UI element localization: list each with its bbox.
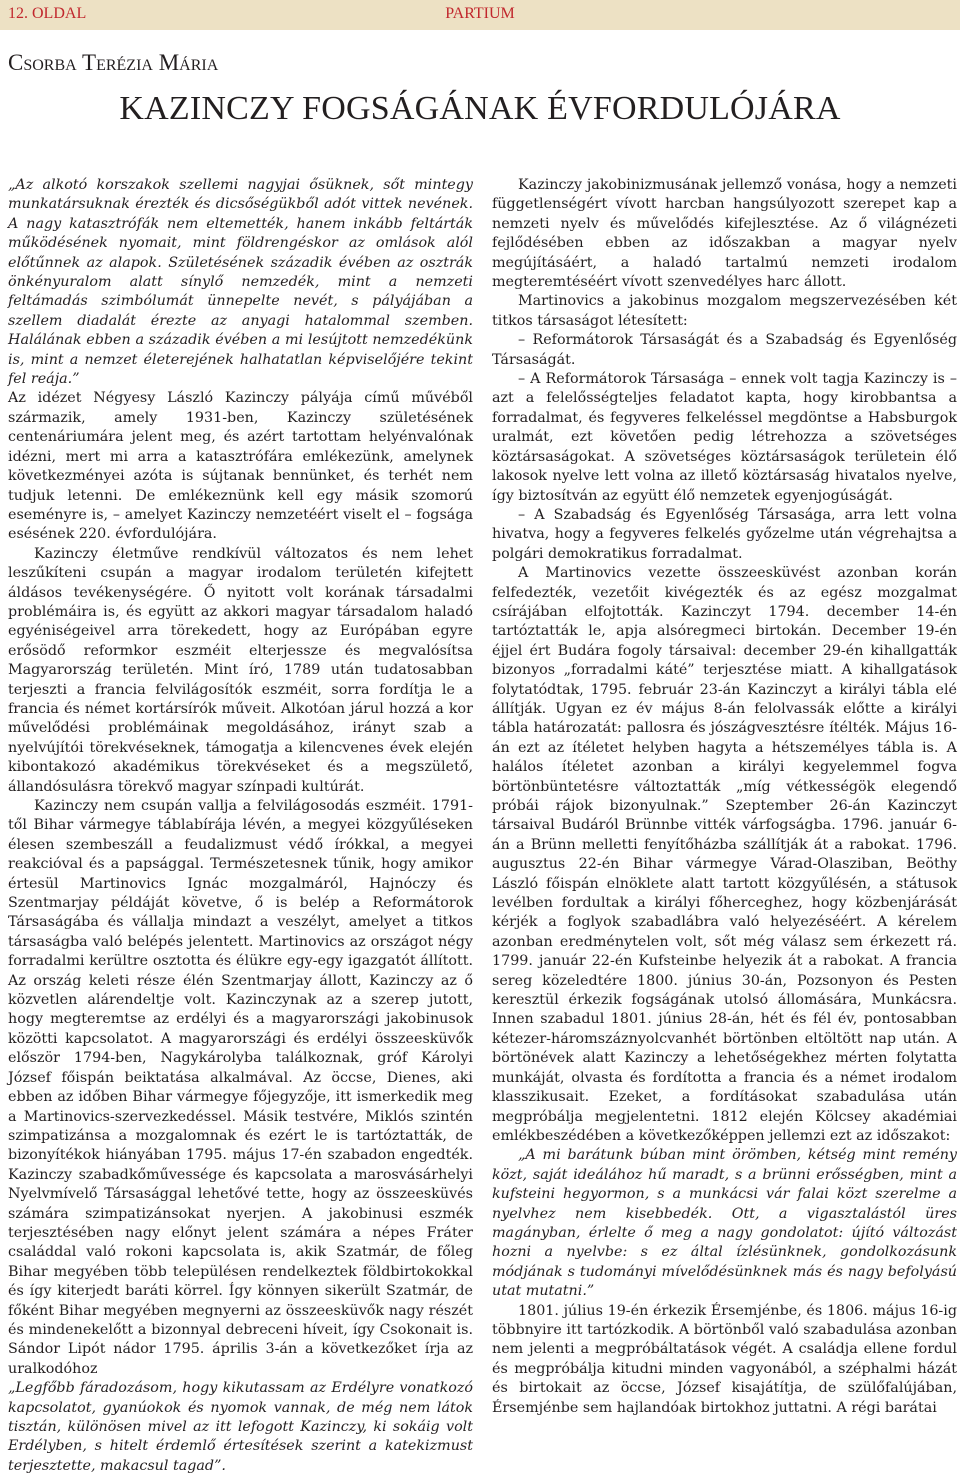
paragraph: „A mi barátunk búban mint örömben, kétség mint remény közt, saját ideálához hű maradt, s a brünni erősségben, mint a kufsteini hegyormon, s a munkácsi vár falai közt szerelme a nyelvhez nem kisebbedék. Ott, a vigasztalástól üres magányban, érlelte ő meg a nagy gondolatot: újító változást hozni a nyelvbe: s ez által ízlésünknek, gondolkozásunk módjának s tudományi mívelődésünknek más és nagy befolyású utat mutatni.” (492, 1147, 957, 1300)
paragraph: A Martinovics vezette összeesküvést azonban korán felfedezték, vezetőit kivégezték és az egész mozgalmat csírájában elfojtották. Kazinczyt 1794. december 14-én tartóztatták le, apja alsóregmeci birtokán. December 19-én éjjel ért Budára fogoly társaival: december 29-én kihallgatták bizonyos „forradalmi káté” terjesztése miatt. A kihallgatások folytatódtak, 1795. február 23-án Kazinczyt a királyi tábla elé állítják. Ugyan ez év május 8-án felolvassák előtte a királyi tábla határozatát: pallosra és jószágvesztésre ítélték. Május 16-án ezt az ítéletet helyben hagyta a hétszemélyes tábla is. A halálos ítéletet azonban a királyi kegyelemmel fogva börtönbüntetésre változtatták „míg vétkességök elegendő próbái rájok bizonyulnak.” Szeptember 26-án Kazinczyt társaival Budáról Brünnbe vitték várfogságba. 1796. január 6-án a Brünn melletti fenyítőházba szállítják át a rabokat. 1796. augusztus 22-én Bihar vármegye Várad-Olasziban, Beöthy László főispán elnöklete alatt tartott közgyűlésén, a státusok levélben fordultak a királyi főherceghez, hogy közbenjárását kérjék a foglyok szabadlábra való helyezéséért. A kérelem azonban eredménytelen volt, sőt még válasz sem érkezett rá. 1799. január 22-én Kufsteinbe helyezik át a rabokat. A francia sereg közeledtére 1800. június 30-án, Pozsonyon és Pesten keresztül érkezik fogságának utolsó állomására, Munkácsra. Innen szabadul 1801. június 28-án, hét és fél év, pontosabban kétezer-háromszáznyolcvanhét börtönben eltöltött nap után. A börtönévek alatt Kazinczy a lehetőségekhez mérten folytatta munkáját, olvasta és fordította a francia és a német irodalom klasszikusait. Ezeket, a fordításokat szabadulása után megpróbálja megjelentetni. 1812 elején Kölcsey akadémiai emlékbeszédében a következőképpen jellemzi ezt az időszakot: (492, 565, 957, 1144)
right-column (492, 176, 957, 1418)
page-number: 12. OLDAL (8, 5, 87, 22)
paragraph: 1801. július 19-én érkezik Érsemjénbe, és 1806. május 16-ig többnyire itt tartózkodik. A börtönből való szabadulása azonban nem jelenti a megpróbáltatások végét. A családja ellene fordul és megpróbálja kitudni minden vagyonából, a széphalmi házát és birtokait az öccse, József kisajátítja, de szülőfalújában, Érsemjénbe sem hajlandóak birtokhoz juttatni. A régi barátai (492, 1302, 957, 1416)
left-column (8, 176, 473, 1476)
article-author: Csorba Terézia Mária (8, 50, 219, 75)
paragraph: – A Reformátorok Társasága – ennek volt tagja Kazinczy is – azt a felelősségteljes feladatot kapta, hogy kirobbantsa a forradalmat, és fegyveres felkeléssel megdöntse a Habsburgok uralmát, ezt követően pedig létrehozza a szövetséges köztársaságokat. A szövetséges köztársaságok területein élő lakosok nyelve lett volna az illető köztársaság hivatalos nyelve, így biztosítván az együtt élő nemzetek egyenjogúságát. (492, 371, 957, 504)
paragraph: „Legfőbb fáradozásom, hogy kikutassam az Erdélyre vonatkozó kapcsolatot, gyanúokok és nyomok vannak, de még nem látok tisztán, különösen mivel az itt lefogott Kazinczy, ki sokáig volt Erdélyben, s hitelt érdemlő értesítések szerint a katekizmust terjesztette, makacsul tagad”. (8, 1380, 473, 1474)
paragraph: – A Szabadság és Egyenlőség Társasága, arra lett volna hivatva, hogy a fegyveres felkelés győzelme után végrehajtsa a polgári demokratikus forradalmat. (492, 506, 957, 562)
paragraph: Kazinczy életműve rendkívül változatos és nem lehet leszűkíteni csupán a magyar irodalom területén kifejtett áldásos tevékenységére. Ő nyitott volt korának társadalmi problémáira is, és együtt az akkori magyar társadalom haladó egyéniségeivel arra törekedett, hogy az Európában egyre erősödő reformkor eszméit elterjessze és megvalósítsa Magyarország területén. Mint író, 1789 után tudatosabban terjeszti a francia felvilágosítók eszméit, sorra fordítja le a francia és német kortársírók műveit. Alkotóan járul hozzá a kor művelődési problémáinak megoldásához, irányt szab a nyelvújítói törekvéseknek, támogatja a kilencvenes évek elején kibontakozó akadémikus törekvéseket és a megszülető, állandósulásra törekvő magyar színpadi kultúrát. (8, 545, 473, 795)
paragraph: Kazinczy jakobinizmusának jellemző vonása, hogy a nemzeti függetlenségért vívott harcban hangsúlyozott szerepet kap a nemzeti nyelv és művelődés kifejlesztése. Az ő világnézeti fejlődésében ebben az időszakban a magyar nyelv megújításáért, a haladó tartalmú nemzeti irodalom megteremtéséért vívott szenvedélyes harc állott. (492, 177, 957, 291)
paragraph: Kazinczy nem csupán vallja a felvilágosodás eszméit. 1791-től Bihar vármegye táblabírája lévén, a megyei közgyűléseken élesen szembeszáll a feudalizmust védő írókkal, a megyei reakcióval és a papsággal. Természetesnek tűnik, hogy amikor értesül Martinovics Ignác mozgalmáról, Hajnóczy és Szentmarjay példáját követve, ő is belép a Reformátorok Társaságába és vállalja mindazt a veszélyt, amelyet a titkos társaságba való belépés jelentett. Martinovics az országot négy forradalmi kerültre osztotta és élükre egy-egy igazgatót állított. Az ország keleti része élén Szentmarjay állott, Kazinczy az ő közvetlen alárendeltje volt. Kazinczynak az a szerep jutott, hogy megteremtse az erdélyi és a magyarországi jakobinusok közötti kapcsolatot. A magyarországi és erdélyi összeesküvők először 1794-ben, Nagykárolyba találkoznak, gróf Károlyi József főispán beiktatása alkalmával. Az öccse, Dienes, aki ebben az időben Bihar vármegye főjegyzője, itt ismerkedik meg a Martinovics-szervezkedéssel. Másik testvére, Miklós szintén szimpatizánsa a mozgalomnak és ezért le is tartóztatták, de bizonyítékok hiányában 1795. május 17-én szabadon engedték. Kazinczy szabadkőművessége és kapcsolata a marosvásárhelyi Nyelvmívelő Társasággal lehetővé tette, hogy az összeesküvés számára szimpatizánsokat nyerjen. A jakobinusi eszmék terjesztésében nagy előnyt jelent számára a népes Fráter családdal való rokoni kapcsolata is, akik Szatmár, de főleg Bihar megyében több településen rendelkeztek földbirtokokkal és így kiterjedt baráti körrel. Így könnyen sikerült Szatmár, de főként Bihar megyében megnyerni az összeesküvők nagy részét és mindenekelőtt a bizonnyal debreceni híveit, így Csokonait is. Sándor Lipót nádor 1795. április 3-án a következőket írja az uralkodóhoz (8, 798, 473, 1377)
paragraph: Az idézet Négyesy László Kazinczy pályája című művéből származik, amely 1931-ben, Kazinczy születésének centenáriumára jelent meg, és azért tartottam helyénvalónak idézni, mert mi arra a katasztrófára emlékezünk, amelynek következményei azóta is sújtanak bennünket, és terhét nem tudjuk letenni. De emlékeznünk kell egy másik szomorú eseményre is, – amelyet Kazinczy nemzetéért viselt el – fogsága esésének 220. évfordulójára. (8, 390, 473, 543)
paragraph: Martinovics a jakobinus mozgalom megszervezésében két titkos társaságot létesített: (492, 293, 957, 329)
paragraph: „Az alkotó korszakok szellemi nagyjai ősüknek, sőt mintegy munkatársuknak érezték és dicsőségükből adót vittek nevének. A nagy katasztrófák nem eltemették, hanem inkább feltárták működésének nyomait, mint földrengéskor az omlások alól előtűnnek az alapok. Születésének századik évében az osztrák önkényuralom alatt sínylő nemzedék, mint a nemzeti feltámadás szimbólumát ünnepelte nevét, s pályájában a szellem diadalát érezte az anyagi hatalommal szemben. Halálának ebben a századik évében a mi lesújtott nemzedékünk is, mint a nemzet életerejének halhatatlan képviselőjére tekint fel reája.” (8, 177, 473, 388)
paragraph: – Reformátorok Társaságát és a Szabadság és Egyenlőség Társaságát. (492, 332, 957, 368)
section-title: PARTIUM (445, 5, 515, 22)
article-title: KAZINCZY FOGSÁGÁNAK ÉVFORDULÓJÁRA (119, 90, 841, 127)
page-header (0, 0, 960, 30)
